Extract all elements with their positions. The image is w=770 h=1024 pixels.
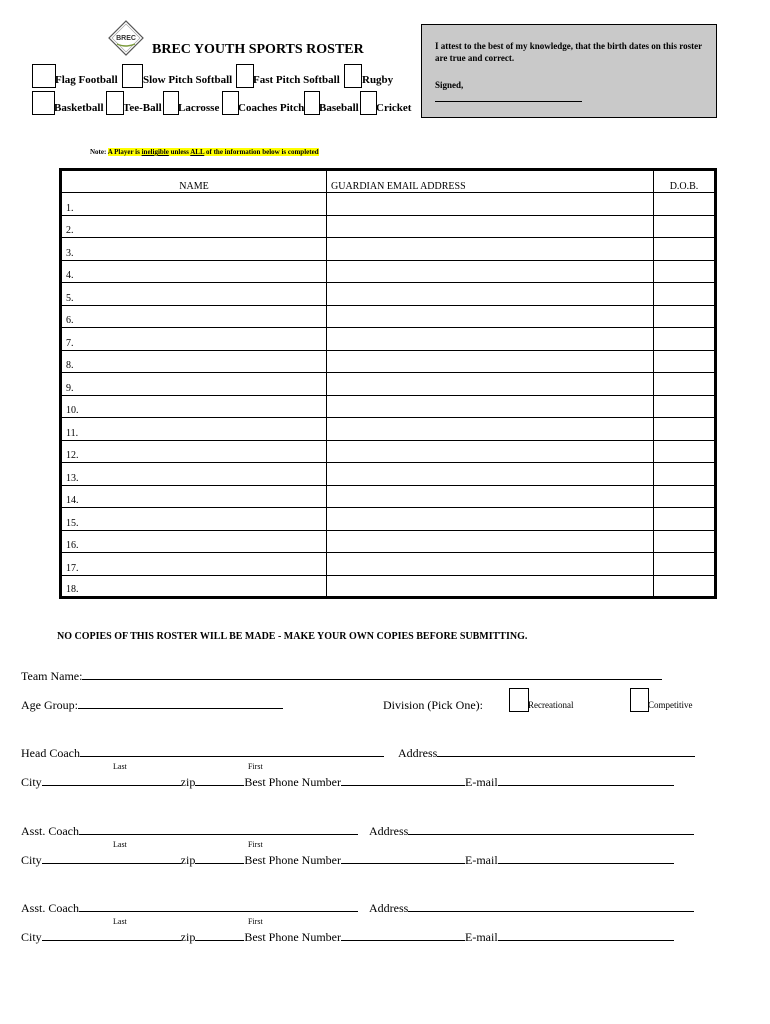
age-group-field [21, 698, 283, 713]
name-cell[interactable]: 12. [61, 440, 327, 463]
dob-cell[interactable] [654, 463, 716, 486]
asst-coach-2-address-input[interactable] [408, 901, 694, 912]
table-header-row [61, 170, 716, 193]
checkbox-flag-football[interactable] [32, 64, 56, 88]
dob-cell[interactable] [654, 485, 716, 508]
header-dob: D.O.B. [654, 170, 716, 193]
competitive-label: Competitive [648, 700, 693, 710]
guardian-email-cell[interactable] [327, 418, 654, 441]
table-row [61, 328, 716, 351]
asst-coach-1-zip-label: zip [180, 853, 196, 867]
table-row [61, 193, 716, 216]
note-part1: A Player is [107, 148, 142, 156]
asst-coach-1-phone-label: Best Phone Number [244, 853, 341, 867]
sport-label-tee-ball: Tee-Ball [123, 102, 162, 114]
guardian-email-cell[interactable] [327, 238, 654, 261]
asst-coach-1-label: Asst. Coach [21, 824, 79, 838]
guardian-email-cell[interactable] [327, 328, 654, 351]
name-cell[interactable]: 14. [61, 485, 327, 508]
signature-line[interactable] [435, 101, 582, 102]
name-cell[interactable]: 5. [61, 283, 327, 306]
table-row [61, 238, 716, 261]
name-cell[interactable]: 13. [61, 463, 327, 486]
asst-coach-2-label: Asst. Coach [21, 901, 79, 915]
team-name-field [21, 669, 662, 684]
table-row [61, 395, 716, 418]
guardian-email-cell[interactable] [327, 463, 654, 486]
checkbox-coaches-pitch[interactable] [222, 91, 239, 115]
asst-coach-1-zip-input[interactable] [195, 853, 244, 864]
recreational-label: Recreational [528, 700, 574, 710]
roster-table [59, 168, 717, 599]
guardian-email-cell[interactable] [327, 283, 654, 306]
guardian-email-cell[interactable] [327, 260, 654, 283]
guardian-email-cell[interactable] [327, 485, 654, 508]
attestation-text: I attest to the best of my knowledge, that the birth dates on this roster are true and correct. [435, 41, 702, 63]
guardian-email-cell[interactable] [327, 575, 654, 598]
age-group-input[interactable] [78, 698, 283, 709]
name-cell[interactable]: 4. [61, 260, 327, 283]
head-coach-contact-row [21, 775, 674, 790]
asst-coach-2-field [21, 901, 358, 916]
asst-coach-1-city-input[interactable] [42, 853, 181, 864]
asst-coach-2-phone-input[interactable] [341, 930, 465, 941]
name-cell[interactable]: 18. [61, 575, 327, 598]
checkbox-tee-ball[interactable] [106, 91, 124, 115]
dob-cell[interactable] [654, 418, 716, 441]
guardian-email-cell[interactable] [327, 193, 654, 216]
asst-coach-2-zip-input[interactable] [195, 930, 244, 941]
guardian-email-cell[interactable] [327, 215, 654, 238]
team-name-label: Team Name: [21, 669, 83, 683]
name-cell[interactable]: 1. [61, 193, 327, 216]
asst-coach-1-email-input[interactable] [498, 853, 674, 864]
dob-cell[interactable] [654, 283, 716, 306]
table-row [61, 553, 716, 576]
age-group-label: Age Group: [21, 698, 78, 712]
asst-coach-1-field [21, 824, 358, 839]
asst-coach-1-address-label: Address [369, 824, 409, 838]
note-all: ALL [190, 148, 205, 156]
no-copies-warning: NO COPIES OF THIS ROSTER WILL BE MADE - MAKE YOUR OWN COPIES BEFORE SUBMITTING. [57, 631, 528, 642]
checkbox-cricket[interactable] [360, 91, 377, 115]
table-row [61, 440, 716, 463]
note-prefix: Note: [90, 148, 108, 156]
sport-label-basketball: Basketball [54, 102, 104, 114]
sport-label-slow-pitch-softball: Slow Pitch Softball [143, 74, 233, 86]
checkbox-lacrosse[interactable] [163, 91, 179, 115]
name-cell[interactable]: 16. [61, 530, 327, 553]
head-coach-name-input[interactable] [80, 746, 384, 757]
name-cell[interactable]: 17. [61, 553, 327, 576]
checkbox-slow-pitch-softball[interactable] [122, 64, 143, 88]
team-name-input[interactable] [82, 669, 662, 680]
name-cell[interactable]: 11. [61, 418, 327, 441]
table-row [61, 305, 716, 328]
asst-coach-1-address-input[interactable] [408, 824, 694, 835]
dob-cell[interactable] [654, 328, 716, 351]
dob-cell[interactable] [654, 350, 716, 373]
dob-cell[interactable] [654, 440, 716, 463]
head-coach-label: Head Coach [21, 746, 80, 760]
asst-coach-2-address-field [369, 901, 694, 916]
dob-cell[interactable] [654, 530, 716, 553]
eligibility-note [90, 148, 319, 156]
note-ineligible: ineligible [141, 148, 169, 156]
asst-coach-2-email-label: E-mail [465, 930, 498, 944]
name-cell[interactable]: 3. [61, 238, 327, 261]
dob-cell[interactable] [654, 575, 716, 598]
attestation-box [421, 24, 717, 118]
checkbox-basketball[interactable] [32, 91, 55, 115]
table-row [61, 508, 716, 531]
name-cell[interactable]: 6. [61, 305, 327, 328]
table-row [61, 418, 716, 441]
asst-coach-2-city-input[interactable] [42, 930, 181, 941]
dob-cell[interactable] [654, 373, 716, 396]
table-row [61, 283, 716, 306]
dob-cell[interactable] [654, 260, 716, 283]
head-coach-email-label: E-mail [465, 775, 498, 789]
dob-cell[interactable] [654, 305, 716, 328]
head-coach-phone-label: Best Phone Number [244, 775, 341, 789]
asst-coach-2-email-input[interactable] [498, 930, 674, 941]
head-coach-phone-input[interactable] [341, 775, 465, 786]
guardian-email-cell[interactable] [327, 440, 654, 463]
asst-coach-2-address-label: Address [369, 901, 409, 915]
head-coach-city-label: City [21, 775, 42, 789]
guardian-email-cell[interactable] [327, 395, 654, 418]
table-row [61, 463, 716, 486]
table-row [61, 350, 716, 373]
dob-cell[interactable] [654, 215, 716, 238]
asst-coach-2-name-input[interactable] [79, 901, 358, 912]
asst-coach-1-last-hint: Last [113, 840, 127, 849]
head-coach-last-hint: Last [113, 762, 127, 771]
head-coach-address-input[interactable] [437, 746, 695, 757]
head-coach-address-field [398, 746, 695, 761]
header-name: NAME [61, 170, 327, 193]
guardian-email-cell[interactable] [327, 553, 654, 576]
head-coach-address-label: Address [398, 746, 438, 760]
note-highlight [108, 148, 319, 156]
dob-cell[interactable] [654, 193, 716, 216]
dob-cell[interactable] [654, 508, 716, 531]
asst-coach-1-contact-row [21, 853, 674, 868]
head-coach-zip-input[interactable] [195, 775, 244, 786]
asst-coach-2-phone-label: Best Phone Number [244, 930, 341, 944]
asst-coach-2-last-hint: Last [113, 917, 127, 926]
name-cell[interactable]: 10. [61, 395, 327, 418]
guardian-email-cell[interactable] [327, 530, 654, 553]
head-coach-first-hint: First [248, 762, 263, 771]
checkbox-rugby[interactable] [344, 64, 362, 88]
header-guardian-email: GUARDIAN EMAIL ADDRESS [327, 170, 654, 193]
checkbox-competitive[interactable] [630, 688, 649, 712]
head-coach-field [21, 746, 384, 761]
guardian-email-cell[interactable] [327, 508, 654, 531]
table-row [61, 215, 716, 238]
sport-label-fast-pitch-softball: Fast Pitch Softball [253, 74, 340, 86]
note-part2: unless [168, 148, 191, 156]
brec-logo [108, 20, 144, 56]
table-row [61, 260, 716, 283]
sport-label-flag-football: Flag Football [55, 74, 118, 86]
name-cell[interactable]: 8. [61, 350, 327, 373]
note-part3: of the information below is completed [204, 148, 319, 156]
table-row [61, 373, 716, 396]
asst-coach-1-first-hint: First [248, 840, 263, 849]
dob-cell[interactable] [654, 553, 716, 576]
name-cell[interactable]: 2. [61, 215, 327, 238]
asst-coach-1-email-label: E-mail [465, 853, 498, 867]
asst-coach-1-city-label: City [21, 853, 42, 867]
signed-label: Signed, [435, 80, 464, 90]
sport-label-coaches-pitch: Coaches Pitch [238, 102, 305, 114]
table-row [61, 575, 716, 598]
guardian-email-cell[interactable] [327, 305, 654, 328]
asst-coach-2-contact-row [21, 930, 674, 945]
sport-label-rugby: Rugby [362, 74, 394, 86]
guardian-email-cell[interactable] [327, 350, 654, 373]
guardian-email-cell[interactable] [327, 373, 654, 396]
asst-coach-2-first-hint: First [248, 917, 263, 926]
asst-coach-1-phone-input[interactable] [341, 853, 465, 864]
checkbox-baseball[interactable] [304, 91, 320, 115]
head-coach-email-input[interactable] [498, 775, 674, 786]
asst-coach-2-city-label: City [21, 930, 42, 944]
name-cell[interactable]: 7. [61, 328, 327, 351]
dob-cell[interactable] [654, 238, 716, 261]
form-title: BREC YOUTH SPORTS ROSTER [152, 42, 364, 57]
name-cell[interactable]: 9. [61, 373, 327, 396]
asst-coach-2-zip-label: zip [180, 930, 196, 944]
head-coach-zip-label: zip [180, 775, 196, 789]
checkbox-fast-pitch-softball[interactable] [236, 64, 254, 88]
checkbox-recreational[interactable] [509, 688, 529, 712]
logo-text: BREC [116, 35, 136, 42]
table-row [61, 530, 716, 553]
name-cell[interactable]: 15. [61, 508, 327, 531]
head-coach-city-input[interactable] [42, 775, 181, 786]
dob-cell[interactable] [654, 395, 716, 418]
sport-label-lacrosse: Lacrosse [178, 102, 220, 114]
asst-coach-1-name-input[interactable] [79, 824, 358, 835]
sport-label-baseball: Baseball [319, 102, 359, 114]
asst-coach-1-address-field [369, 824, 694, 839]
table-row [61, 485, 716, 508]
division-label: Division (Pick One): [383, 698, 483, 712]
sport-label-cricket: Cricket [376, 102, 412, 114]
